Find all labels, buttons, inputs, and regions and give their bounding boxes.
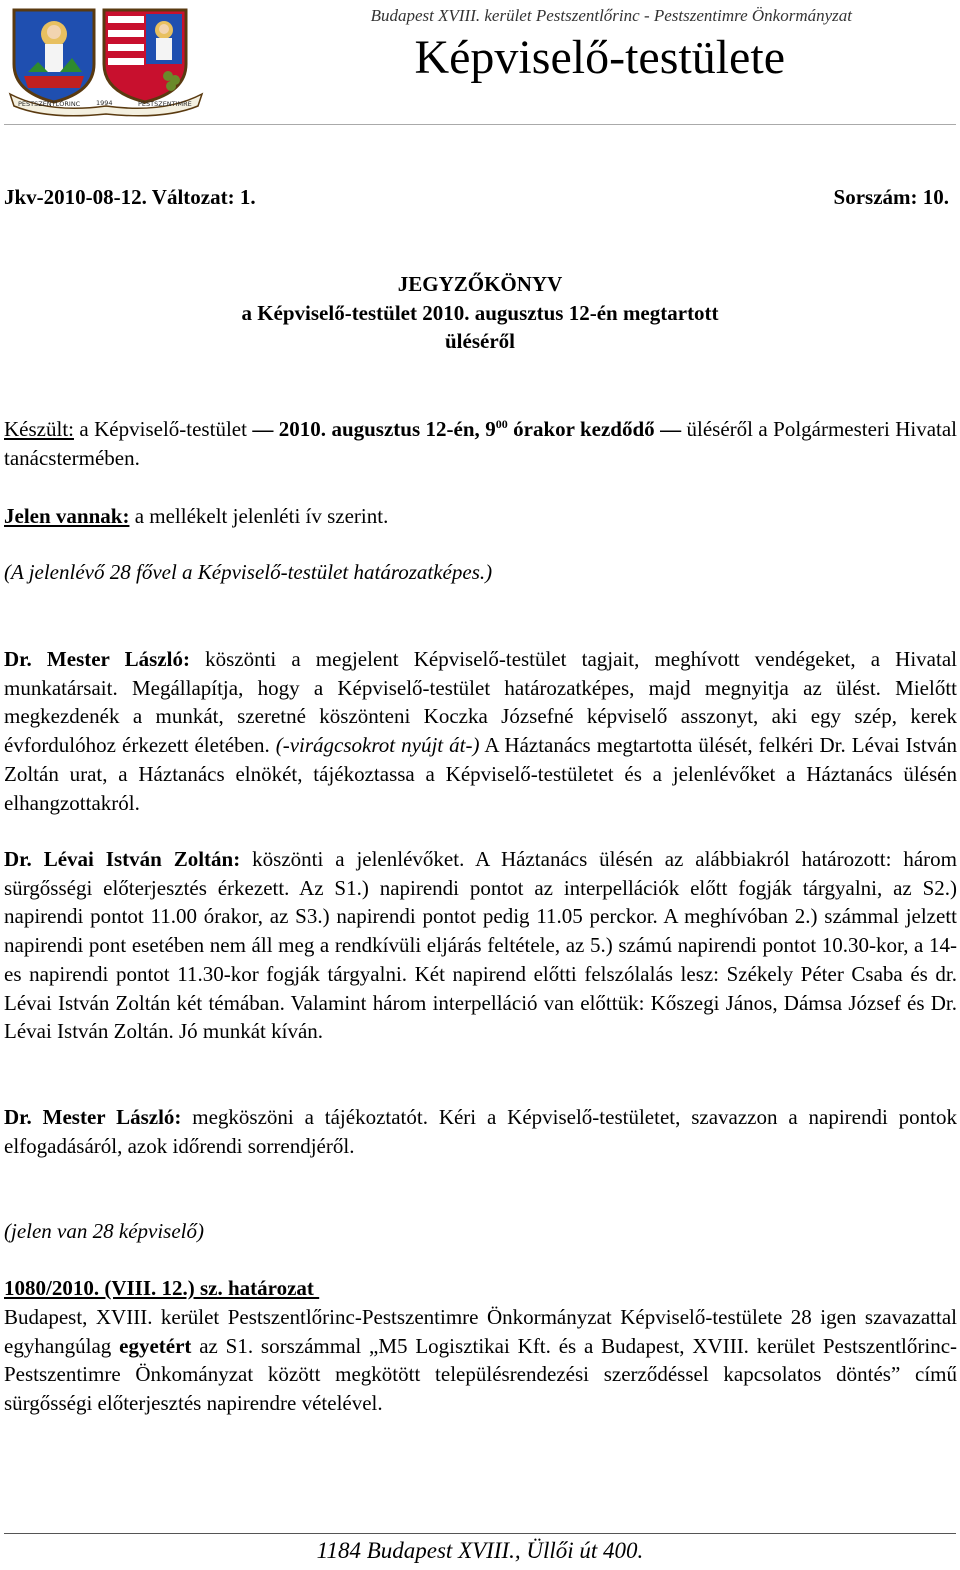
made-dash-2: — [660, 417, 682, 441]
present-paragraph [4, 502, 957, 531]
banner-right-text: PESTSZENTIMRE [138, 100, 192, 108]
made-text-1: a Képviselő-testület [73, 417, 253, 441]
attendance-note: (jelen van 28 képviselő) [4, 1219, 204, 1243]
document-id: Jkv-2010-08-12. Változat: 1. [4, 185, 256, 209]
made-time-sup: 00 [495, 417, 508, 431]
made-label: Készült: [4, 417, 74, 441]
document-serial: Sorszám: 10. [833, 185, 949, 209]
quorum-note: (A jelenlévő 28 fővel a Képviselő-testület határozatképes.) [4, 560, 493, 584]
speech-mester-2 [4, 1103, 957, 1160]
heading-line-2: a Képviselő-testület 2010. augusztus 12-én megtartott [241, 300, 719, 325]
speaker-name: Dr. Mester László: [4, 647, 190, 671]
speech-mester-1 [4, 645, 957, 817]
heading-line-3: üléséről [445, 329, 515, 353]
speech-text: megköszöni a tájékoztatót. Kéri a Képviselő-testületet, szavazzon a napirendi pontok elfogadásáról, azok időrendi sorrendjéről. [4, 1105, 957, 1158]
resolution-title: 1080/2010. (VIII. 12.) sz. határozat [4, 1276, 320, 1300]
banner-left-text: PESTSZENTLŐRINC [18, 100, 81, 108]
header-subtitle: Budapest XVIII. kerület Pestszentlőrinc - Pestszentimre Önkormányzat [370, 6, 852, 25]
resolution-decision: egyetért [119, 1333, 192, 1358]
made-dash-1: — [252, 417, 274, 441]
present-label: Jelen vannak: [4, 504, 130, 528]
resolution-text [4, 1303, 957, 1418]
present-text: a mellékelt jelenléti ív szerint. [129, 504, 389, 528]
speech-text-2: A Háztanács megtartotta ülését, felkéri Dr. Lévai István Zoltán urat, a Háztanács elnökét, tájékoztassa a Képviselő-testületet és a jelenlévőket a Háztanács ülésén elhangzottakról. [4, 733, 957, 815]
speech-text: köszönti a jelenlévőket. A Háztanács ülésén az alábbiakról határozott: három sürgősségi előterjesztés érkezett. Az S1.) napirendi pontot az interpellációk előtt fogják tárgyalni, az S2.) napirendi pontot 11.00 órakor, az S3.) napirendi pontot pedig 11.05 perckor. A meghívóban 2.) számmal jelzett napirendi pont esetében nem áll meg a rendkívüli eljárás feltétele, az 5.) számú napirendi pontot 10.30-kor, a 14-es napirendi pontot 11.30-kor fogják tárgyalni. Két napirend előtti felszólalás lesz: Székely Péter Csaba és dr. Lévai István Zoltán két témában. Valamint három interpelláció van előttük: Kőszegi János, Dámsa József és Dr. Lévai István Zoltán. Jó munkát kíván. [4, 847, 958, 1044]
speaker-name: Dr. Lévai István Zoltán: [4, 847, 241, 871]
document-heading [0, 270, 960, 356]
header-title: Képviselő-testülete [414, 31, 785, 84]
banner-year-text: 1994 [96, 99, 113, 107]
footer-divider [4, 1533, 956, 1534]
made-text-2: üléséről a Polgármesteri Hivatal tanácstermében. [4, 417, 958, 470]
stage-direction: (-virágcsokrot nyújt át-) [275, 733, 480, 758]
footer-address: 1184 Budapest XVIII., Üllői út 400. [316, 1538, 644, 1563]
resolution-text-2: az S1. sorszámmal „M5 Logisztikai Kft. és a Budapest, XVIII. kerület Pestszentlőrinc-Pestszentimre Önkományzat között megkötött településrendezési szerződéssel kapcsolatos döntés” című sürgősségi előterjesztés napirendre vételével. [4, 1333, 958, 1416]
made-date: 2010. augusztus 12-én, 9 [273, 417, 496, 441]
made-start: órakor kezdődő [507, 417, 661, 441]
heading-line-1: JEGYZŐKÖNYV [397, 272, 563, 296]
resolution-text-1: Budapest, XVIII. kerület Pestszentlőrinc-Pestszentimre Önkormányzat Képviselő-testülete 28 igen szavazattal egyhangúlag [4, 1305, 957, 1358]
speech-levai [4, 845, 957, 1046]
made-paragraph [4, 415, 957, 472]
speech-text: köszönti a megjelent Képviselő-testület tagjait, meghívott vendégeket, a Hivatal munkatársait. Megállapítja, hogy a Képviselő-testület határozatképes, majd megnyitja az ülést. Mielőtt megkezdenék a munkát, szeretné köszönteni Koczka Józsefné képviselő asszonyt, aki egy szép, kerek évfordulóhoz érkezett életében. [4, 647, 957, 758]
speaker-name: Dr. Mester László: [4, 1105, 182, 1129]
header-divider [4, 124, 956, 125]
